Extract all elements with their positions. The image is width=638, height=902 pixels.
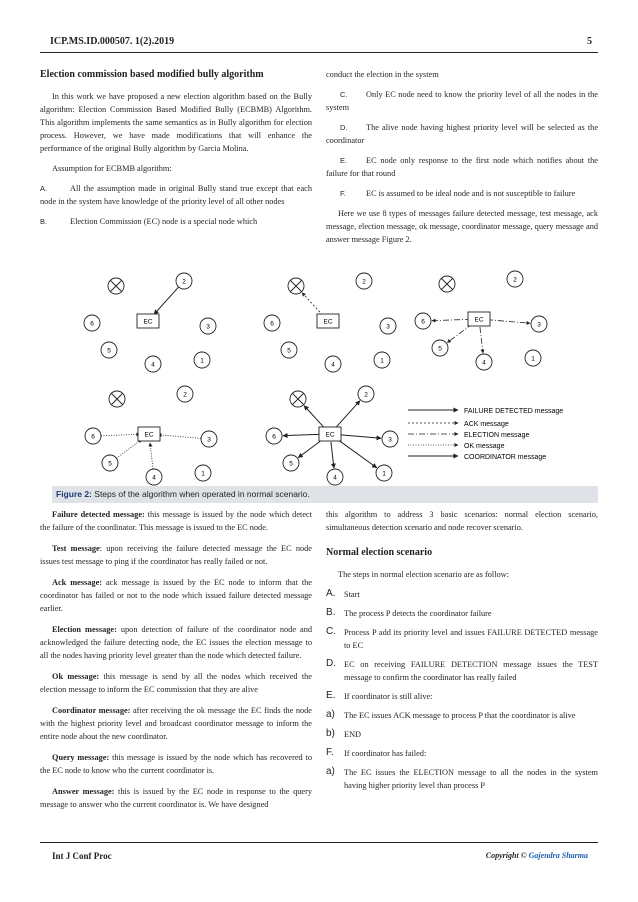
step-marker: a)	[326, 709, 335, 720]
list-text: The alive node having highest priority level will be selected as the coordinator	[326, 123, 598, 145]
right-column-top	[326, 68, 598, 253]
term: Failure detected message:	[52, 510, 145, 519]
process-node-label: 3	[388, 436, 392, 444]
step-marker: E.	[326, 690, 336, 701]
continued-text: this algorithm to address 3 basic scenarios: normal election scenario, simultaneous detection scenario and node recover scenario.	[326, 510, 598, 532]
coordinator-arrow	[298, 439, 323, 458]
coordinator-arrow	[336, 439, 376, 468]
legend-failure-label: FAILURE DETECTED message	[464, 408, 564, 415]
term: Test message	[52, 544, 100, 553]
coordinator-arrow	[304, 406, 325, 428]
coordinator-arrow	[335, 401, 360, 428]
process-node-label: 5	[287, 347, 291, 355]
step-item	[326, 626, 598, 652]
process-node-label: 3	[207, 436, 211, 444]
ok-arrow	[158, 435, 201, 439]
process-node-label: 6	[91, 433, 95, 441]
right-column-bottom	[326, 508, 598, 798]
assumption-item-c	[326, 88, 598, 114]
definition-failure-detected	[40, 508, 312, 534]
process-node-label: 1	[200, 357, 204, 365]
list-text: EC node only response to the first node which notifies about the failure for that round	[326, 156, 598, 178]
term: Election message:	[52, 625, 117, 634]
algorithm-steps-svg	[40, 268, 598, 486]
process-node-label: 4	[331, 361, 335, 369]
section-heading: Normal election scenario	[326, 547, 433, 558]
copyright-prefix: Copyright ©	[485, 851, 527, 860]
journal-name: Int J Conf Proc	[52, 851, 112, 861]
step-marker: A.	[326, 588, 336, 599]
election-arrow	[447, 324, 472, 343]
definition-text: ack message is issued by the EC node to inform that the coordinator has failed or not to the node which issued failure detected message earlier.	[40, 578, 312, 613]
assumption-item-a	[40, 182, 312, 208]
process-node-label: 4	[333, 474, 337, 482]
step-marker: C.	[326, 626, 336, 637]
list-marker: C.	[340, 90, 348, 99]
definition-text: : upon receiving the failure detected message the EC node issues test message to ping if the coordinator has really failed or not.	[40, 544, 312, 566]
copyright	[486, 851, 588, 860]
step-marker: B.	[326, 607, 336, 618]
diagram-group	[84, 271, 547, 485]
election-arrow	[480, 327, 483, 353]
step-item	[326, 728, 598, 741]
definition-ok	[40, 670, 312, 696]
ok-arrow	[101, 434, 140, 435]
process-node-label: 3	[537, 321, 541, 329]
ok-arrow	[116, 439, 141, 458]
process-node-label: 6	[421, 318, 425, 326]
step-item	[326, 588, 598, 601]
coordinator-arrow	[331, 442, 334, 468]
page-number: 5	[587, 36, 592, 47]
process-node-label: 2	[183, 391, 187, 399]
process-node-label: 1	[531, 355, 535, 363]
step-item	[326, 607, 598, 620]
step-text: The process P detects the coordinator failure	[344, 609, 492, 618]
paragraph: Here we use 8 types of messages failure detected message, test message, ack message, election message, ok message, coordinator message, query message and answer message Figure 2.	[326, 209, 598, 244]
figure-2-diagram	[40, 268, 598, 486]
ec-label: EC	[143, 318, 153, 326]
step-text: Process P add its priority level and issues FAILURE DETECTED message to EC	[344, 628, 598, 650]
page-footer	[40, 842, 598, 862]
paragraph: In this work we have proposed a new election algorithm based on the Bully algorithm: Election Commission Based Modified Bully (ECBMB) Algorithm. This algorithm implements the same semantics as in Bully algorithm for election process. However, we have made modifications that will enhance the performance of the original Bully algorithm by Garcia Molina.	[40, 92, 312, 153]
paragraph: Assumption for ECBMB algorithm:	[52, 164, 172, 173]
process-node-label: 3	[206, 323, 210, 331]
step-marker: b)	[326, 728, 335, 739]
steps-list	[326, 588, 598, 792]
step-marker: D.	[326, 658, 336, 669]
list-text: EC is assumed to be ideal node and is not susceptible to failure	[366, 189, 576, 198]
step-item	[326, 747, 598, 760]
caption-label: Figure 2:	[56, 489, 92, 499]
step-item	[326, 766, 598, 792]
process-node-label: 1	[380, 357, 384, 365]
election-arrow	[432, 319, 471, 320]
step-text: The EC issues ACK message to process P that the coordinator is alive	[344, 711, 576, 720]
failure-arrow	[154, 287, 179, 314]
ack-arrow	[302, 293, 323, 315]
list-marker: B.	[40, 217, 48, 226]
list-text: All the assumption made in original Bully stand true except that each node in the system have knowledge of the priority level of all other nodes	[40, 184, 312, 206]
continued-text: conduct the election in the system	[326, 70, 439, 79]
copyright-author: Gajendra Sharma	[528, 851, 588, 860]
step-item	[326, 690, 598, 703]
definition-answer	[40, 785, 312, 811]
process-node-label: 1	[382, 470, 386, 478]
definition-text: this message is issued by the node which has recovered to the EC node to know who the current coordinator is.	[40, 753, 312, 775]
list-marker: D.	[340, 123, 348, 132]
process-node-label: 5	[107, 347, 111, 355]
term: Answer message:	[52, 787, 115, 796]
step-text: EC on receiving FAILURE DETECTION message issues the TEST message to confirm the coordinator has really failed	[344, 660, 598, 682]
assumption-item-b	[40, 215, 312, 228]
term: Query message:	[52, 753, 110, 762]
process-node-label: 2	[362, 278, 366, 286]
assumption-item-d	[326, 121, 598, 147]
ec-label: EC	[325, 431, 335, 439]
definition-text: after receiving the ok message the EC finds the node with the highest priority level and broadcast coordinator message to inform the entire node about the new coordinator.	[40, 706, 312, 741]
definition-text: this message is issued by the node which detect the failure of the coordinator. This message is issued to the EC node.	[40, 510, 312, 532]
coordinator-arrow	[338, 435, 381, 439]
list-marker: E.	[340, 156, 348, 165]
page-header	[40, 33, 598, 53]
ec-label: EC	[144, 431, 154, 439]
process-node-label: 5	[108, 460, 112, 468]
left-column-top	[40, 68, 312, 235]
step-text: If coordinator is still alive:	[344, 692, 433, 701]
process-node-label: 5	[438, 345, 442, 353]
process-node-label: 6	[270, 320, 274, 328]
definition-text: this is issued by the EC node in response to the query message to answer who the current coordinator is. We have designed	[40, 787, 312, 809]
process-node-label: 2	[364, 391, 368, 399]
definition-text: this message is send by all the nodes which received the election message to inform the EC commission that they are alive	[40, 672, 312, 694]
definition-query	[40, 751, 312, 777]
process-node-label: 4	[152, 474, 156, 482]
process-node-label: 2	[513, 276, 517, 284]
legend-coordinator-label: COORDINATOR message	[464, 454, 547, 461]
definition-election	[40, 623, 312, 662]
process-node-label: 4	[482, 359, 486, 367]
process-node-label: 1	[201, 470, 205, 478]
coordinator-arrow	[283, 434, 322, 435]
step-text: Start	[344, 590, 360, 599]
list-text: Election Commission (EC) node is a special node which	[70, 217, 258, 226]
process-node-label: 5	[289, 460, 293, 468]
term: Ok message:	[52, 672, 100, 681]
caption-text: Steps of the algorithm when operated in normal scenario.	[94, 489, 310, 499]
journal-id: ICP.MS.ID.000507. 1(2).2019	[50, 36, 175, 47]
figure-caption	[52, 486, 598, 503]
legend-election-label: ELECTION message	[464, 432, 530, 439]
assumption-item-f	[326, 187, 598, 200]
definition-ack	[40, 576, 312, 615]
list-text: Only EC node need to know the priority level of all the nodes in the system	[326, 90, 598, 112]
step-item	[326, 709, 598, 722]
legend	[408, 408, 563, 461]
legend-ack-label: ACK message	[464, 421, 509, 428]
process-node-label: 6	[90, 320, 94, 328]
election-arrow	[487, 320, 530, 324]
definition-test	[40, 542, 312, 568]
process-node-label: 6	[272, 433, 276, 441]
assumption-item-e	[326, 154, 598, 180]
section-heading: Election commission based modified bully algorithm	[40, 69, 264, 80]
step-marker: F.	[326, 747, 334, 758]
definition-text: upon detection of failure of the coordinator node and acknowledged the failure detecting node, the EC issues the election message to all the nodes having priority level greater than the node which detected failure.	[40, 625, 312, 660]
list-marker: F.	[340, 189, 346, 198]
step-text: END	[344, 730, 362, 739]
step-item	[326, 658, 598, 684]
definition-coordinator	[40, 704, 312, 743]
ec-label: EC	[474, 316, 484, 324]
ec-label: EC	[323, 318, 333, 326]
process-node-label: 2	[182, 278, 186, 286]
step-marker: a)	[326, 766, 335, 777]
process-node-label: 4	[151, 361, 155, 369]
left-column-bottom	[40, 508, 312, 819]
step-text: If coordinator has failed:	[344, 749, 427, 758]
paragraph: The steps in normal election scenario are as follow:	[338, 570, 509, 579]
term: Coordinator message:	[52, 706, 131, 715]
process-node-label: 3	[386, 323, 390, 331]
list-marker: A.	[40, 184, 48, 193]
legend-ok-label: OK message	[464, 443, 505, 450]
ok-arrow	[150, 443, 153, 469]
step-text: The EC issues the ELECTION message to all the nodes in the system having higher priority level than process P	[344, 768, 598, 790]
term: Ack message:	[52, 578, 103, 587]
